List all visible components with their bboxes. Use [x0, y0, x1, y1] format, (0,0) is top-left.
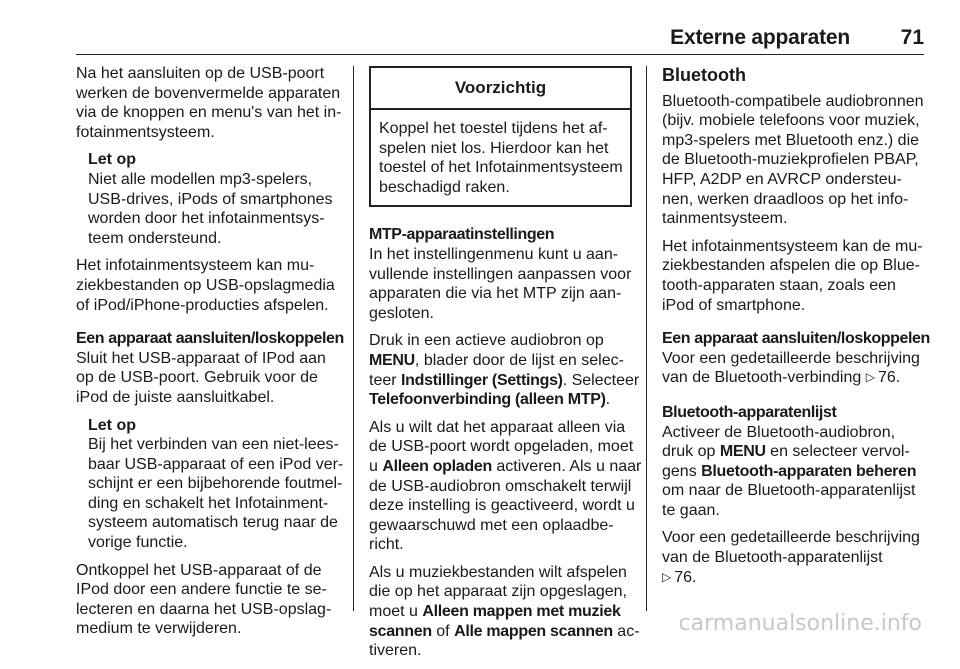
- header-rule: [76, 54, 924, 55]
- section-heading: Bluetooth-apparatenlijst: [662, 403, 837, 421]
- column-divider-1: [353, 66, 354, 611]
- paragraph: Sluit het USB-apparaat of IPod aan op de USB-poort. Gebruik voor de iPod de juiste aansluitkabel.: [76, 349, 326, 406]
- menu-option: Telefoonverbinding (alleen MTP): [369, 391, 606, 409]
- menu-option: Bluetooth-apparaten beheren: [701, 462, 917, 480]
- paragraph: Als u muziekbestanden wilt afspelen die op het apparaat zijn opgeslagen, moet u Alleen mappen met muziek scannen of Alle mappen scannen ac- tiveren.: [369, 563, 640, 660]
- paragraph: Ontkoppel het USB-apparaat of de IPod door een andere functie te se- lecteren en daarna het USB-opslag- medium te verwijderen.: [76, 561, 332, 638]
- column-3: [662, 66, 928, 596]
- menu-option: scannen: [369, 622, 432, 640]
- section-heading: Een apparaat aansluiten/loskoppelen: [662, 330, 930, 348]
- paragraph: Bluetooth-compatibele audiobronnen (bijv. mobiele telefoons voor muziek, mp3-spelers met Bluetooth enz.) die de Bluetooth-muziekprofielen PBAP, HFP, A2DP en AVRCP ondersteu- nen, werken draadloos op het info- tainmentsysteem.: [662, 92, 924, 228]
- menu-option: Alle mappen scannen: [454, 622, 613, 640]
- paragraph: Het infotainmentsysteem kan mu- ziekbestanden op USB-opslagmedia of iPod/iPhone-producties afspelen.: [76, 257, 335, 314]
- intro-paragraph: Na het aansluiten op de USB-poort werken de bovenvermelde apparaten via de knoppen en menu's van het in- fotainmentsysteem.: [76, 65, 342, 141]
- watermark: carmanualsonline.info: [678, 611, 922, 636]
- paragraph: Druk in een actieve audiobron op MENU, blader door de lijst en selec- teer Indstillinger (Settings). Selecteer Telefoonverbinding (alleen MTP).: [369, 332, 640, 409]
- page-title: Externe apparaten: [670, 26, 850, 49]
- menu-key: MENU: [369, 351, 415, 369]
- page-reference-link[interactable]: ▷ 76.: [662, 569, 696, 586]
- paragraph: In het instellingenmenu kunt u aan- vullende instellingen aanpassen voor apparaten die via het MTP zijn aan- gesloten.: [369, 245, 632, 322]
- menu-option: Indstillinger (Settings): [401, 371, 563, 389]
- page-reference-link[interactable]: ▷ 76.: [866, 369, 900, 386]
- column-1: [76, 64, 346, 647]
- paragraph: Activeer de Bluetooth-audiobron, druk op MENU en selecteer vervol- gens Bluetooth-apparaten beheren om naar de Bluetooth-apparatenlijst te gaan.: [662, 423, 917, 519]
- section-heading: Een apparaat aansluiten/loskoppelen: [76, 330, 344, 348]
- note-box-1: Let op Niet alle modellen mp3-spelers, USB-drives, iPods of smartphones worden door het infotainmentsys- teem ondersteund.: [88, 150, 346, 248]
- caution-body: Koppel het toestel tijdens het af- spelen niet los. Hierdoor kan het toestel of het Infotainmentsysteem beschadigd raken.: [379, 120, 623, 196]
- note-title: Let op: [88, 151, 136, 169]
- paragraph: Als u wilt dat het apparaat alleen via de USB-poort wordt opgeladen, moet u Alleen opladen activeren. Als u naar de USB-audiobron omschakelt terwijl deze instelling is geactiveerd, wordt u gewaarschuwd met een oplaadbe- richt.: [369, 418, 642, 554]
- column-divider-2: [646, 66, 647, 611]
- menu-option: Alleen opladen: [382, 457, 492, 475]
- paragraph: Het infotainmentsysteem kan de mu- ziekbestanden afspelen die op Blue- tooth-apparaten staan, zoals een iPod of smartphone.: [662, 237, 923, 314]
- section-title-bluetooth: Bluetooth: [662, 65, 746, 85]
- paragraph: Voor een gedetailleerde beschrijving van de Bluetooth-apparatenlijst ▷ 76.: [662, 528, 928, 588]
- menu-key: MENU: [719, 443, 766, 461]
- section-heading: MTP-apparaatinstellingen: [369, 226, 555, 244]
- caution-title: Voorzichtig: [371, 68, 630, 110]
- page-number: 71: [900, 26, 924, 49]
- note-box-2: Let op Bij het verbinden van een niet-lees- baar USB-apparaat of een iPod ver- schijnt er een bijbehorende foutmel- ding en schakelt het Infotainment- systeem automatisch terug naar de vorige functie.: [88, 416, 346, 553]
- paragraph: Voor een gedetailleerde beschrijving van de Bluetooth-verbinding ▷ 76.: [662, 349, 928, 389]
- page-header: [76, 26, 924, 50]
- caution-box: [369, 66, 632, 207]
- note-title: Let op: [88, 416, 136, 434]
- menu-option: Alleen mappen met muziek: [422, 603, 621, 621]
- column-2: [369, 66, 642, 669]
